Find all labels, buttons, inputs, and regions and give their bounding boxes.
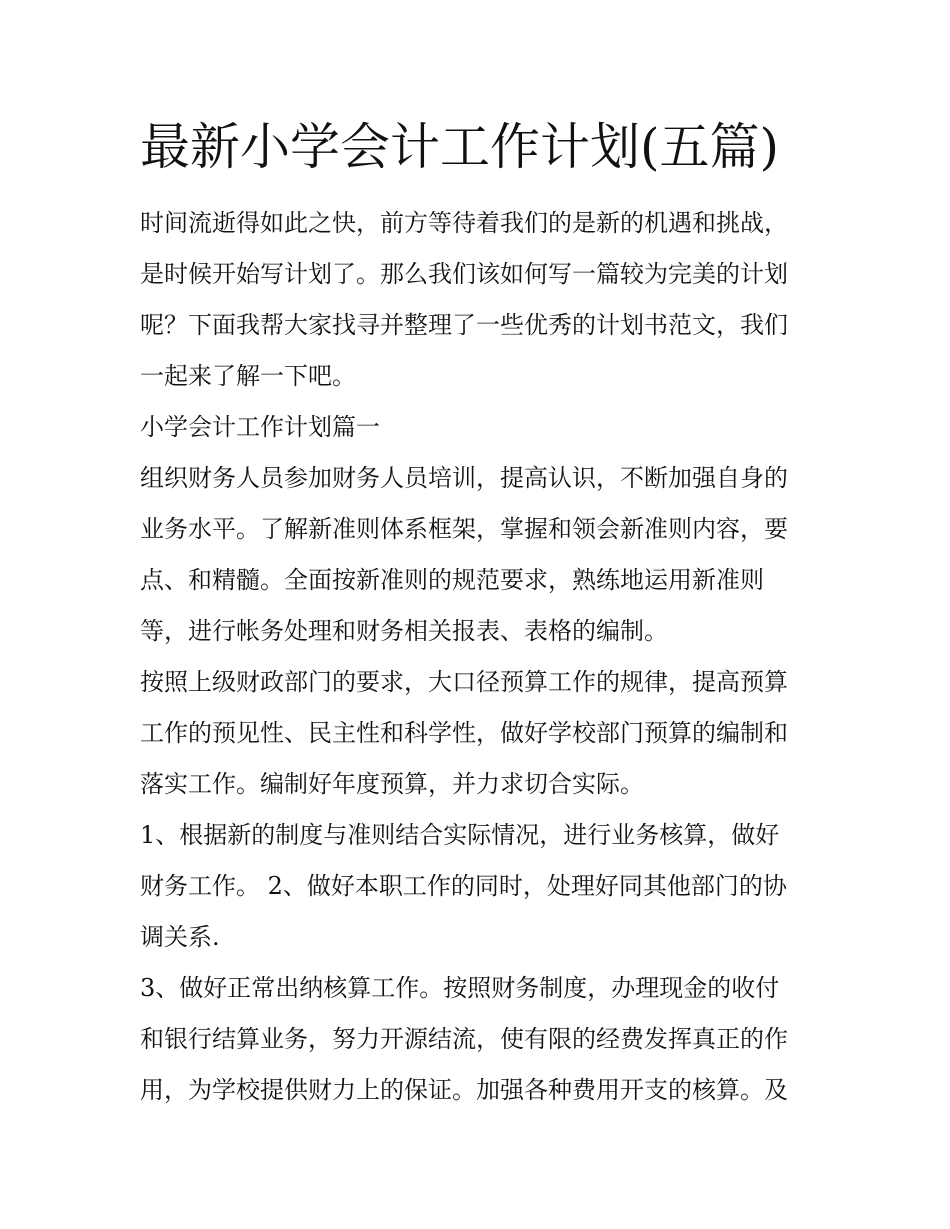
text-line: 财务工作。 2、做好本职工作的同时，处理好同其他部门的协 — [140, 872, 787, 900]
text-line: 组织财务人员参加财务人员培训，提高认识，不断加强自身的 — [140, 464, 788, 492]
text-line: 等，进行帐务处理和财务相关报表、表格的编制。 — [140, 617, 668, 645]
text-line: 业务水平。了解新准则体系框架，掌握和领会新准则内容，要 — [140, 515, 788, 543]
section-heading: 小学会计工作计划篇一 — [140, 413, 380, 441]
text-line: 工作的预见性、民主性和科学性，做好学校部门预算的编制和 — [140, 719, 788, 747]
text-line: 和银行结算业务，努力开源结流，使有限的经费发挥真正的作 — [140, 1025, 788, 1053]
text-line: 1、根据新的制度与准则结合实际情况，进行业务核算，做好 — [140, 821, 780, 849]
text-line: 一起来了解一下吧。 — [140, 362, 356, 390]
document-title: 最新小学会计工作计划(五篇) — [140, 118, 780, 176]
text-line: 时间流逝得如此之快，前方等待着我们的是新的机遇和挑战， — [140, 209, 788, 237]
text-line: 调关系. — [140, 923, 220, 951]
text-line: 3、做好正常出纳核算工作。按照财务制度，办理现金的收付 — [140, 974, 780, 1002]
text-line: 点、和精髓。全面按新准则的规范要求，熟练地运用新准则 — [140, 566, 764, 594]
text-line: 按照上级财政部门的要求，大口径预算工作的规律，提高预算 — [140, 668, 788, 696]
text-line: 用，为学校提供财力上的保证。加强各种费用开支的核算。及 — [140, 1076, 788, 1104]
text-line: 是时候开始写计划了。那么我们该如何写一篇较为完美的计划 — [140, 260, 788, 288]
document-body — [140, 198, 820, 1116]
text-line: 呢？下面我帮大家找寻并整理了一些优秀的计划书范文，我们 — [140, 311, 788, 339]
text-line: 落实工作。编制好年度预算，并力求切合实际。 — [140, 770, 644, 798]
